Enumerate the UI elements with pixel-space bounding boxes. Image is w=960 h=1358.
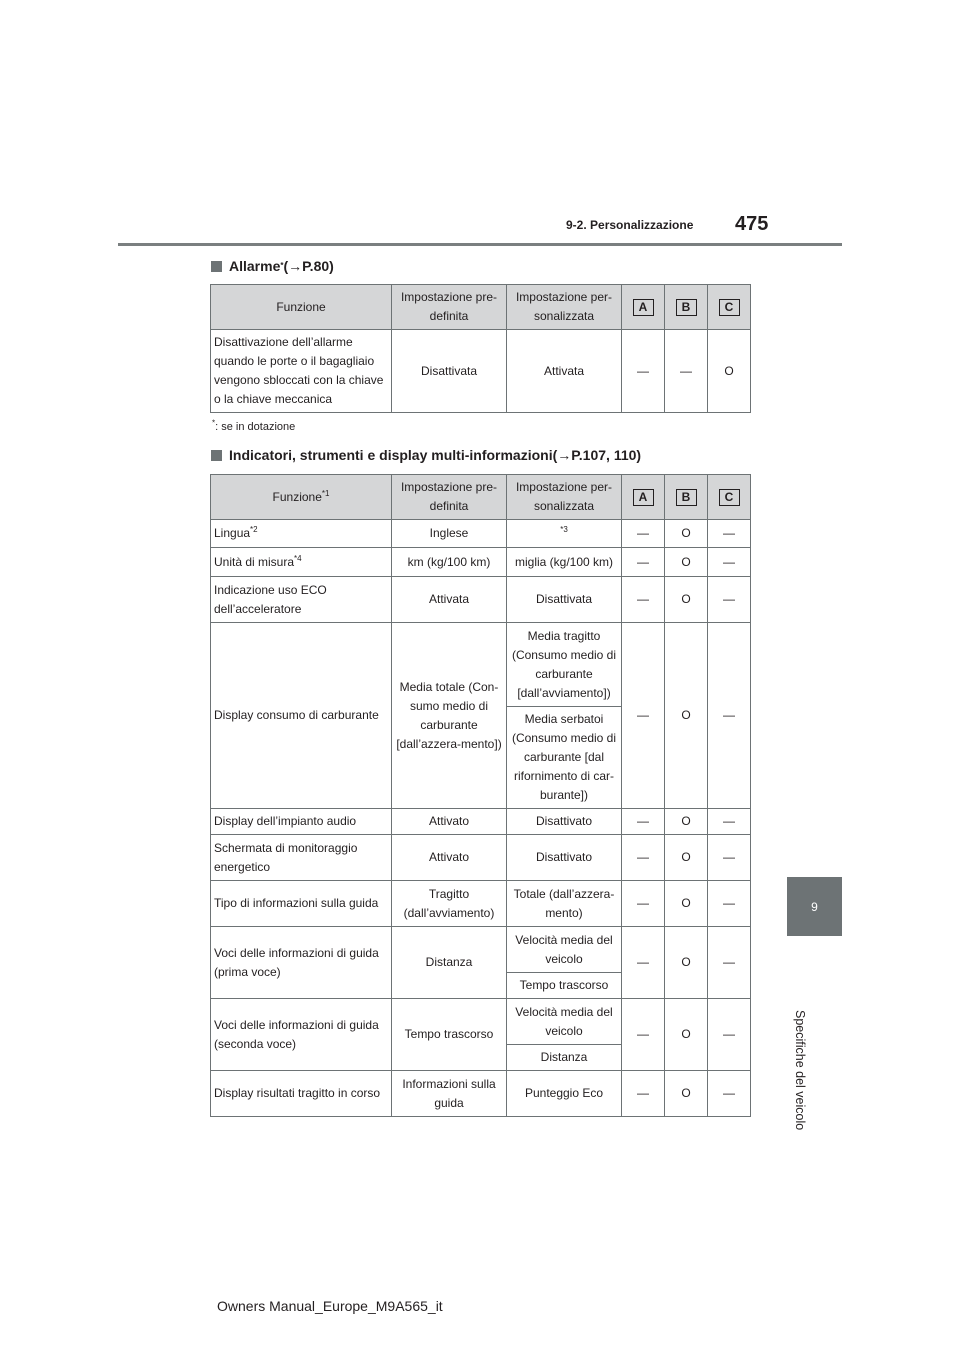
chapter-number: 9: [811, 899, 818, 914]
table-row: Tipo di informazioni sulla guida Tragitto (dall’avviamento) Totale (dall’azzera-mento) — O —: [211, 881, 751, 927]
table-row: Lingua$^{*2}$ Inglese $^{*3}$ — O —: [211, 520, 751, 548]
table-header-row: [211, 285, 751, 330]
table-indicatori: [210, 474, 751, 1117]
section-title-allarme: Allarme * (→P.80): [211, 258, 334, 274]
col-header-c: C: [708, 285, 751, 330]
col-header-custom: Impostazione per-sonalizzata: [507, 285, 622, 330]
table-row: Distanza: [211, 1045, 751, 1071]
col-header-a: A: [622, 285, 665, 330]
col-header-b: B: [665, 475, 708, 520]
page-number: 475: [735, 213, 769, 235]
footer-text: Owners Manual_Europe_M9A565_it: [217, 1298, 443, 1314]
square-bullet-icon: [211, 261, 222, 272]
table-allarme: [210, 284, 751, 413]
table-row: Display consumo di carburante Media totale (Con-sumo medio di carburante [dall’azzera-mento]) Media tragitto (Consumo medio di carburante [dall’avviamento]) — O —: [211, 623, 751, 707]
section-title-indicatori: Indicatori, strumenti e display multi-informazioni (→P.107, 110): [211, 447, 641, 463]
table-row: Display dell’impianto audio Attivato Disattivato — O —: [211, 809, 751, 835]
footnote: *: se in dotazione: [212, 418, 296, 433]
table-row: Media serbatoi (Consumo medio di carburante [dal rifornimento di car-burante]): [211, 707, 751, 809]
chapter-tab: [787, 877, 842, 936]
table-header-row: [211, 475, 751, 520]
table-row: Display risultati tragitto in corso Informazioni sulla guida Punteggio Eco — O —: [211, 1071, 751, 1117]
col-header-a: A: [622, 475, 665, 520]
col-header-funzione: Funzione: [211, 285, 392, 330]
col-header-funzione: Funzione$^{*1}$: [211, 475, 392, 520]
col-header-default: Impostazione pre-definita: [392, 285, 507, 330]
col-header-b: B: [665, 285, 708, 330]
table-row: Schermata di monitoraggio energetico Attivato Disattivato — O —: [211, 835, 751, 881]
header-rule: [118, 243, 842, 246]
section-header: 9-2. Personalizzazione: [566, 218, 694, 232]
table-row: Voci delle informazioni di guida (prima voce) Distanza Velocità media del veicolo — O —: [211, 927, 751, 973]
table-row: Voci delle informazioni di guida (seconda voce) Tempo trascorso Velocità media del veicolo — O —: [211, 999, 751, 1045]
table-row: Indicazione uso ECO dell’acceleratore Attivata Disattivata — O —: [211, 577, 751, 623]
col-header-c: C: [708, 475, 751, 520]
col-header-default: Impostazione pre-definita: [392, 475, 507, 520]
table-row: Unità di misura$^{*4}$ km (kg/100 km) miglia (kg/100 km) — O —: [211, 548, 751, 577]
square-bullet-icon: [211, 450, 222, 461]
table-row: Tempo trascorso: [211, 973, 751, 999]
table-row: Disattivazione dell’allarme quando le porte o il bagagliaio vengono sbloccati con la chiave o la chiave meccanica Disattivata Attivata — — O: [211, 330, 751, 413]
chapter-title: Specifiche del veicolo: [793, 1010, 807, 1131]
col-header-custom: Impostazione per-sonalizzata: [507, 475, 622, 520]
